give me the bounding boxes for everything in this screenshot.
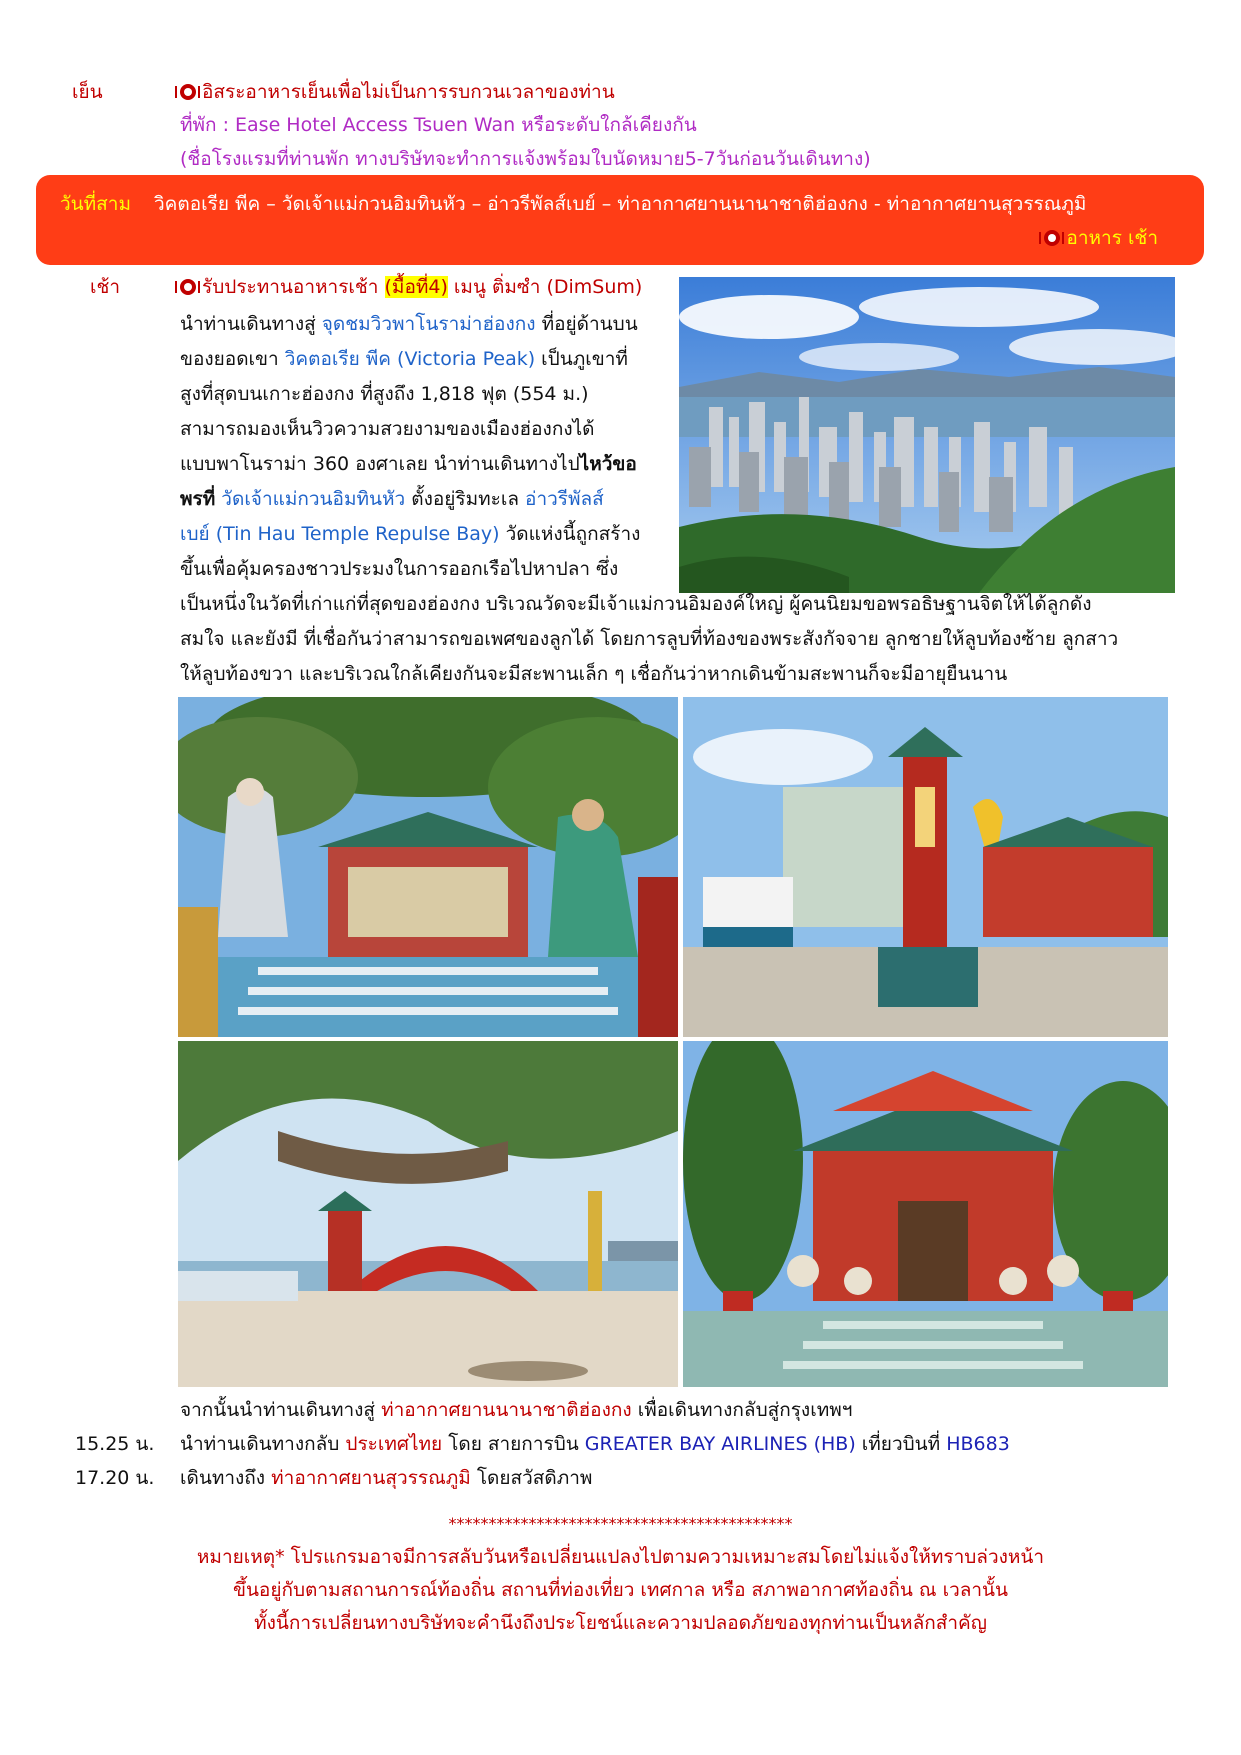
temple-pavilion-photo (683, 1041, 1168, 1387)
temple-statues-photo (178, 697, 678, 1037)
paragraph-line: สามารถมองเห็นวิวความสวยงามของเมืองฮ่องกงได้ (180, 418, 595, 440)
hotel-line: ที่พัก : Ease Hotel Access Tsuen Wan หรือระดับใกล้เคียงกัน (180, 114, 697, 136)
airline-name: GREATER BAY AIRLINES (HB) (584, 1433, 856, 1455)
paragraph-line: ให้ลูบท้องขวา และบริเวณใกล้เคียงกันจะมีสะพานเล็ก ๆ เชื่อกันว่าหากเดินข้ามสะพานก็จะมีอายุยืนนาน (180, 663, 1008, 685)
note-line-3: ทั้งนี้การเปลี่ยนทางบริษัทจะคำนึงถึงประโยชน์และความปลอดภัยของทุกท่านเป็นหลักสำคัญ (254, 1612, 987, 1634)
link-repulse-bay: อ่าวรีพัลส์ (525, 488, 604, 510)
flight-arrival-line: เดินทางถึง ท่าอากาศยานสุวรรณภูมิ โดยสวัสดิภาพ (180, 1467, 593, 1489)
breakfast-line (180, 270, 642, 304)
hotel-note: (ชื่อโรงแรมที่ท่านพัก ทางบริษัทจะทำการแจ้งพร้อมใบนัดหมาย5-7วันก่อนวันเดินทาง) (180, 148, 871, 170)
paragraph-line: เบย์ (Tin Hau Temple Repulse Bay) วัดแห่งนี้ถูกสร้าง (180, 523, 641, 545)
link-tin-hau-temple: วัดเจ้าแม่กวนอิมทินหัว (215, 488, 406, 510)
paragraph-line: สมใจ และยังมี ที่เชื่อกันว่าสามารถขอเพศของลูกได้ โดยการลูบที่ท้องของพระสังกัจจาย ลูกชายให้ลูบท้องซ้าย ลูกสาว (180, 628, 1119, 650)
link-panorama: จุดชมวิวพาโนราม่าฮ่องกง (321, 313, 536, 335)
link-victoria-peak: วิคตอเรีย พีค (Victoria Peak) (284, 348, 536, 370)
link-hk-airport: ท่าอากาศยานนานาชาติฮ่องกง (381, 1399, 632, 1421)
flight-time-departure: 15.25 น. (75, 1433, 155, 1455)
paragraph-line: ของยอดเขา วิคตอเรีย พีค (Victoria Peak) เป็นภูเขาที่ (180, 348, 628, 370)
evening-label: เย็น (72, 81, 103, 103)
paragraph-line: ขึ้นเพื่อคุ้มครองชาวประมงในการออกเรือไปหาปลา ซึ่ง (180, 558, 619, 580)
flight-number: HB683 (946, 1433, 1010, 1455)
paragraph-line: เป็นหนึ่งในวัดที่เก่าแก่ที่สุดของฮ่องกง บริเวณวัดจะมีเจ้าแม่กวนอิมองค์ใหญ่ ผู้คนนิยมขอพรอธิษฐานจิตให้ได้ลูกดั่ง (180, 593, 1092, 615)
breakfast-meal-number: (มื้อที่4) (384, 276, 448, 298)
flight-departure-line: นำท่านเดินทางกลับ ประเทศไทย โดย สายการบิน GREATER BAY AIRLINES (HB) เที่ยวบินที่ HB683 (180, 1433, 1010, 1455)
flight-time-arrival: 17.20 น. (75, 1467, 155, 1489)
evening-dinner (180, 75, 615, 109)
destination-country: ประเทศไทย (345, 1433, 443, 1455)
day-route: วิคตอเรีย พีค – วัดเจ้าแม่กวนอิมทินหัว – อ่าวรีพัลส์เบย์ – ท่าอากาศยานนานาชาติฮ่องกง - ท่าอากาศยานสุวรรณภูมิ (154, 193, 1087, 215)
paragraph-line: แบบพาโนราม่า 360 องศาเลย นำท่านเดินทางไปไหว้ขอ (180, 453, 637, 475)
arrival-airport: ท่าอากาศยานสุวรรณภูมิ (271, 1467, 471, 1489)
paragraph-line: พรที่ วัดเจ้าแม่กวนอิมทินหัว ตั้งอยู่ริมทะเล อ่าวรีพัลส์ (180, 488, 604, 510)
day-meals-text: อาหาร เช้า (1066, 227, 1158, 249)
breakfast-menu: เมนู ติ่มซำ (DimSum) (447, 276, 643, 298)
plate-icon (180, 279, 196, 295)
transfer-line: จากนั้นนำท่านเดินทางสู่ ท่าอากาศยานนานาชาติฮ่องกง เพื่อเดินทางกลับสู่กรุงเทพฯ (180, 1399, 853, 1421)
plate-icon (1044, 230, 1060, 246)
breakfast-text: รับประทานอาหารเช้า (202, 276, 379, 298)
day-label: วันที่สาม (60, 193, 131, 215)
day-banner (36, 175, 1204, 265)
evening-dinner-text: อิสระอาหารเย็นเพื่อไม่เป็นการรบกวนเวลาของท่าน (202, 81, 615, 103)
victoria-peak-photo (679, 277, 1175, 593)
day-meals (1044, 221, 1158, 255)
temple-pillar-photo (683, 697, 1168, 1037)
paragraph-line: สูงที่สุดบนเกาะฮ่องกง ที่สูงถึง 1,818 ฟุต (554 ม.) (180, 383, 589, 405)
note-line-2: ขึ้นอยู่กับตามสถานการณ์ท้องถิ่น สถานที่ท่องเที่ยว เทศกาล หรือ สภาพอากาศท้องถิ่น ณ เวลานั้น (232, 1579, 1009, 1601)
morning-label: เช้า (90, 276, 121, 298)
paragraph-line: นำท่านเดินทางสู่ จุดชมวิวพาโนราม่าฮ่องกง ที่อยู่ด้านบน (180, 313, 638, 335)
note-line-1: หมายเหตุ* โปรแกรมอาจมีการสลับวันหรือเปลี่ยนแปลงไปตามความเหมาะสมโดยไม่แจ้งให้ทราบล่วงหน้า (196, 1546, 1045, 1568)
plate-icon (180, 84, 196, 100)
note-divider: ******************************************* (448, 1514, 793, 1533)
temple-bridge-photo (178, 1041, 678, 1387)
